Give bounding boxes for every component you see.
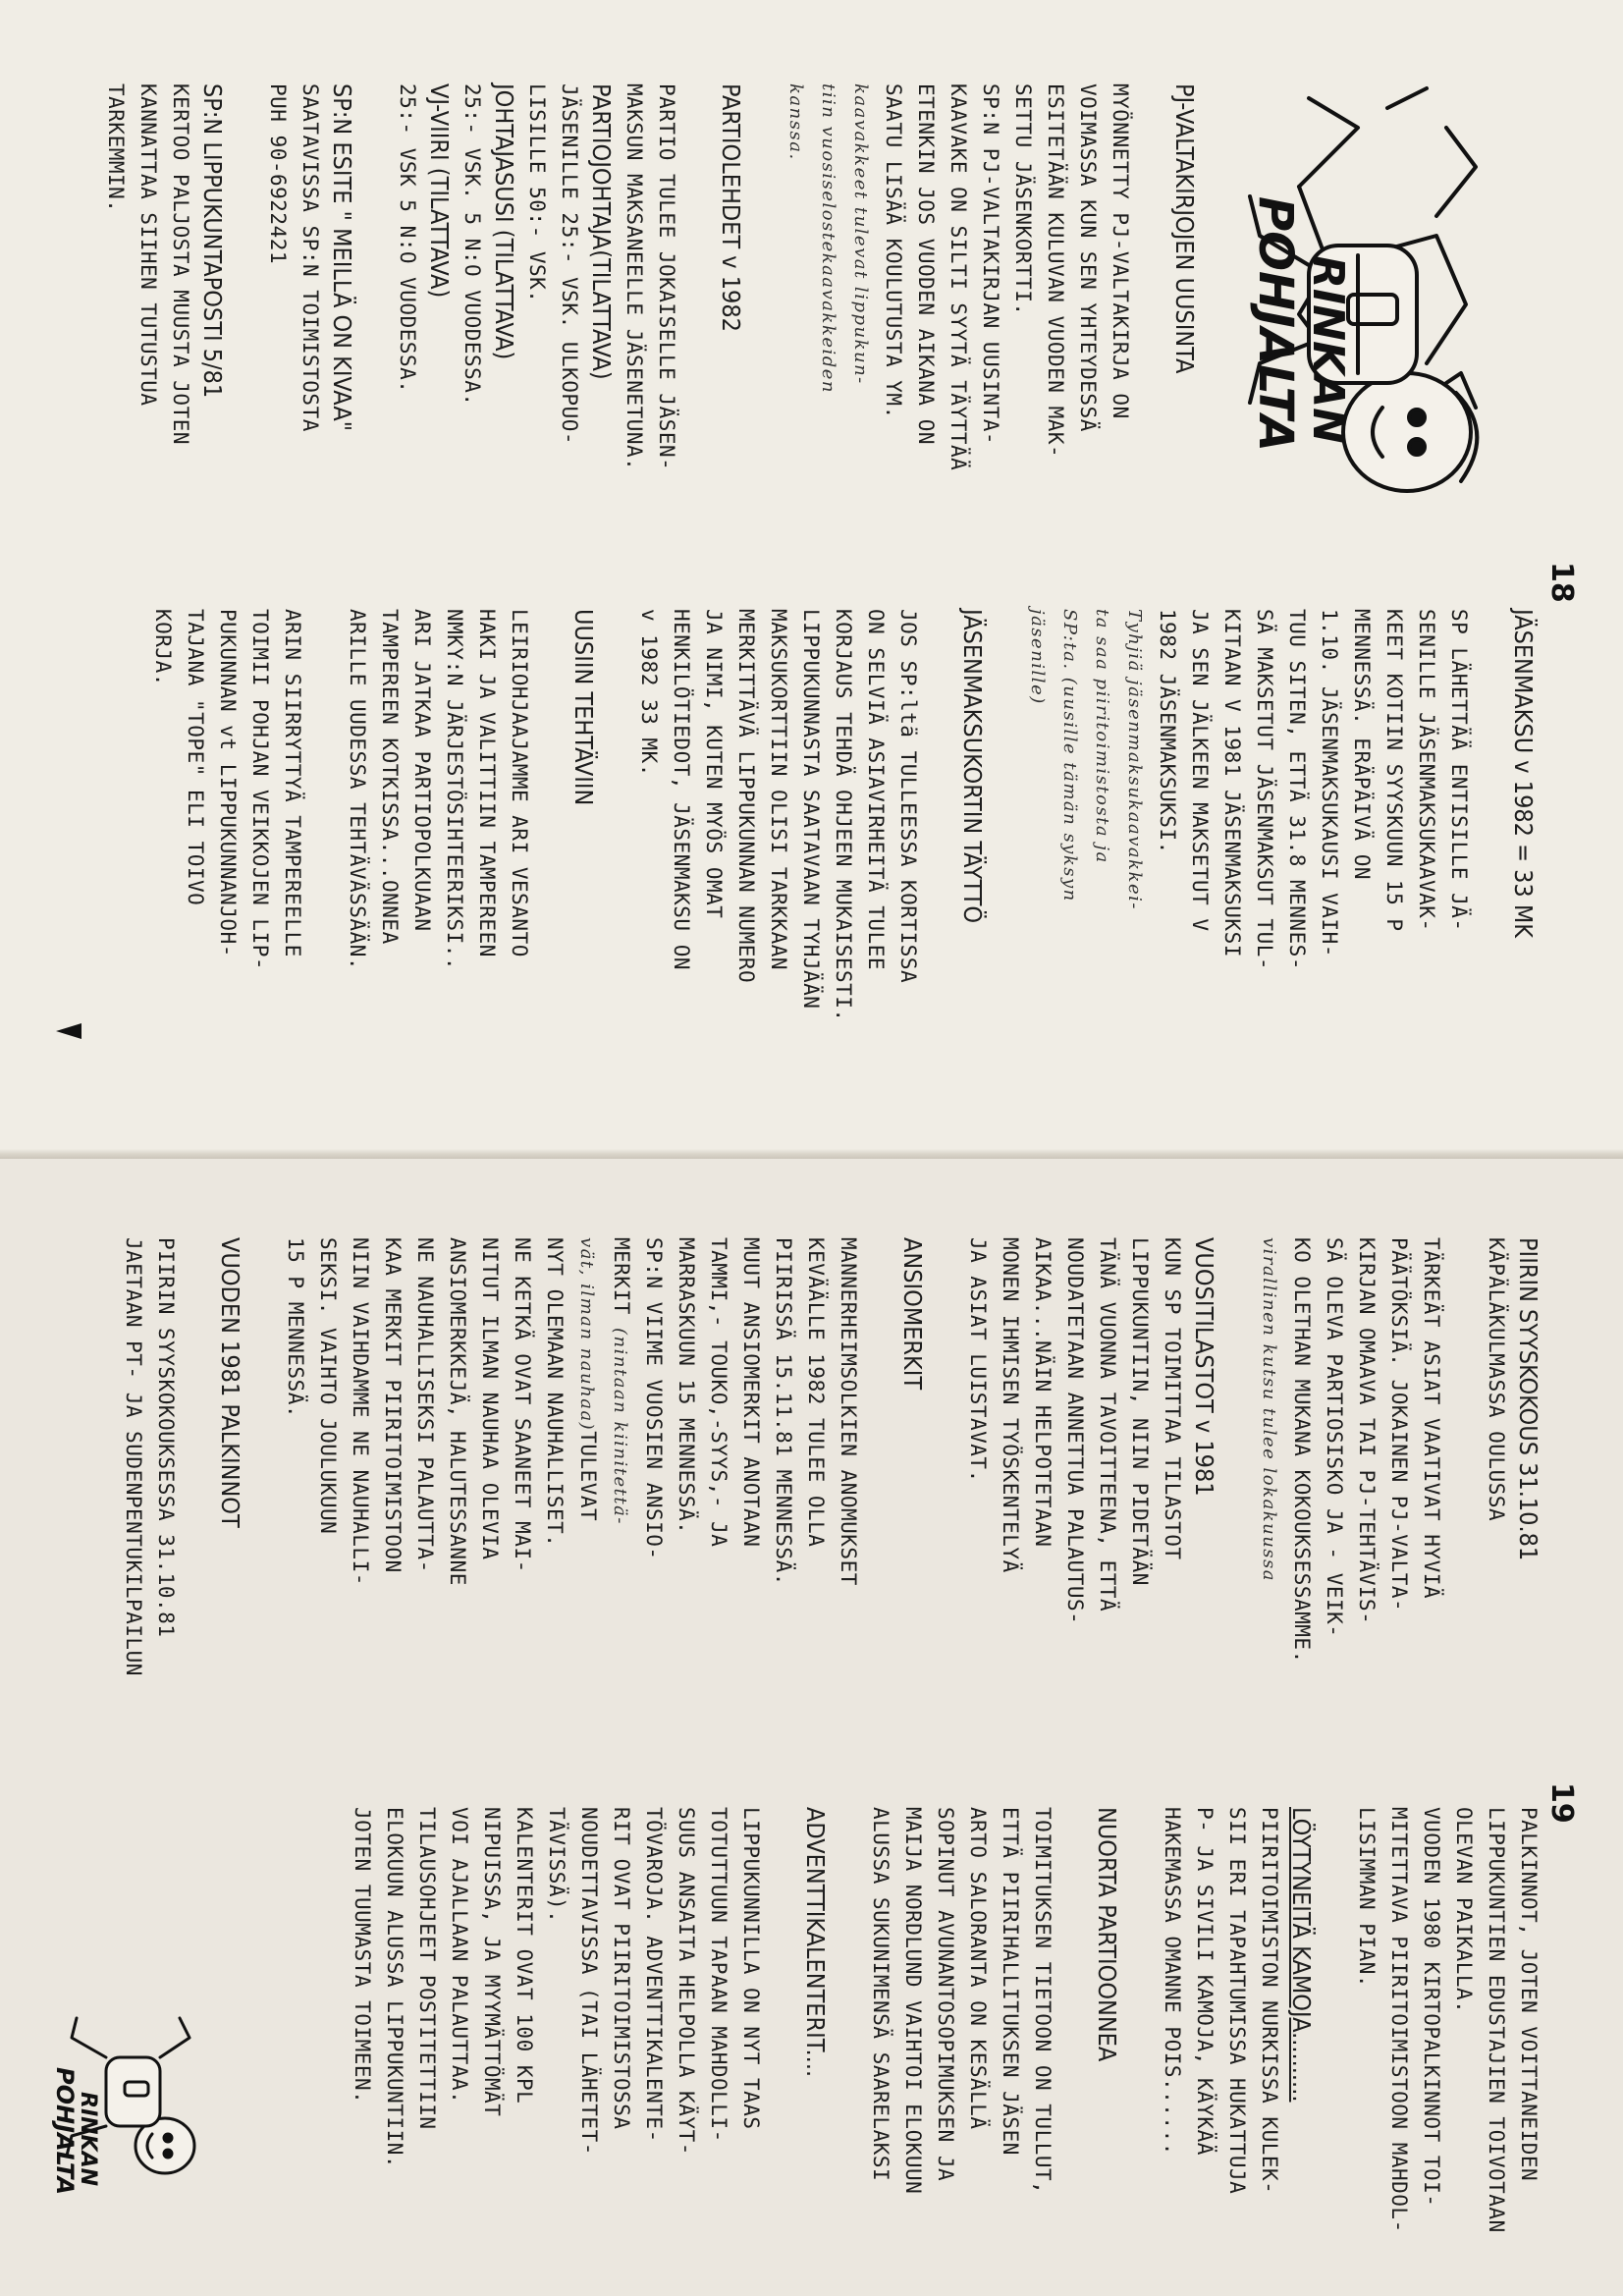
text-line: TARKEMMIN. [104, 83, 128, 213]
heading-jasenmaksukortin-taytto: JÄSENMAKSUKORTIN TÄYTTÖ [958, 609, 987, 924]
text-line: KEET KOTIIN SYYSKUUN 15 P [1382, 609, 1406, 932]
text-line: SII ERI TAPAHTUMISSA HUKATTUJA [1225, 1807, 1249, 2195]
text-line: JOS SP:ltä TULLEESSA KORTISSA [896, 609, 920, 984]
text-line: KIRJAN OMAAVA TAI PJ-TEHTÄVIS- [1355, 1237, 1379, 1625]
text-line: 1982 JÄSENMAKSUKSI. [1156, 609, 1179, 854]
text-line [570, 1237, 604, 1787]
text-line: LIPPUKUNTIIN, NIIN PIDETÄÄN [1128, 1237, 1152, 1586]
text-line: MONEN IHMISEN TYÖSKENTELYÄ [999, 1237, 1022, 1573]
text-line: LISIMMAN PIAN. [1355, 1807, 1379, 1989]
text-line: MUUT ANSIOMERKIT ANOTAAN [739, 1237, 763, 1548]
right-page-column-2 [346, 1807, 1544, 2278]
italic-note: jäsenille) [1027, 609, 1048, 705]
text-line: KANNATTAA SIIHEN TUTUSTUA [136, 83, 160, 407]
heading-nuorta-partioonnea: NUORTA PARTIOONNEA [1093, 1807, 1121, 2062]
text-line: LEIRIOHJAAJAMME ARI VESANTO [508, 609, 531, 957]
text-line: JOTEN TUUMASTA TOIMEEN. [351, 1807, 374, 2105]
text-line: KUN SP TOIMITTAA TILASTOT [1161, 1237, 1184, 1560]
logo-word-rinkan: RINKAN [1303, 255, 1353, 445]
text-line: NOUDETTAVISSA (TAI LÄHETET- [577, 1807, 601, 2156]
text-line: TOTUTTUUN TAPAAN MAHDOLLI- [707, 1807, 730, 2143]
text-line: P- JA SIVILI KAMOJA, KÄYKÄÄ [1193, 1807, 1217, 2156]
heading-vuoden-palkinnot: VUODEN 1981 PALKINNOT [216, 1237, 244, 1528]
text-line: TÄVISSÄ). [545, 1807, 568, 1924]
continue-arrow-icon [52, 1021, 81, 1041]
left-page-column-1 [99, 83, 1201, 594]
text-line: KAAVAKE ON SILTI SYYTÄ TÄYTTÄÄ [947, 83, 970, 471]
text-fragment: TULEVAT [576, 1431, 600, 1522]
text-line: HAKI JA VALITTIIN TAMPEREEN [475, 609, 499, 957]
italic-note: vät, ilman nauhaa) [576, 1237, 597, 1432]
text-line: KORJAUS TEHDÄ OHJEEN MUKAISESTI. [832, 609, 855, 1022]
text-line: SENILLE JÄSENMAKSUKAAVAK- [1415, 609, 1438, 932]
page-number-19: 19 [1544, 1782, 1579, 1824]
text-line: TÖVAROJA. ADVENTTIKALENTE- [642, 1807, 666, 2143]
text-line: TILAUSOHJEET POSTITETTIIN [415, 1807, 439, 2130]
heading-uusiin-tehtaviin: UUSIIN TEHTÄVIIN [569, 609, 598, 806]
text-line [604, 1237, 637, 1787]
text-line: v 1982 33 MK. [637, 609, 661, 777]
text-line: NE NAUHALLISEKSI PALAUTTA- [413, 1237, 437, 1573]
text-line: MITETTAVA PIIRITOIMISTOON MAHDOL- [1387, 1807, 1411, 2233]
text-line: TAMPEREEN KOTKISSA...ONNEA [378, 609, 402, 945]
text-line: SUUS ANSAITA HELPOLLA KÄYT- [675, 1807, 698, 2156]
text-line: OLEVAN PAIKALLA. [1452, 1807, 1476, 2014]
text-line: SP LÄHETTÄÄ ENTISILLE JÄ- [1447, 609, 1471, 932]
text-line: LIPPUKUNTIEN EDUSTAJIEN TOIVOTAAN [1485, 1807, 1508, 2233]
text-line: ELOKUUN ALUSSA LIPPUKUNTIIN. [383, 1807, 406, 2169]
text-line: SOPINUT AVUNANTOSOPIMUKSEN JA [934, 1807, 957, 2182]
text-line: KEVÄÄLLE 1982 TULEE OLLA [804, 1237, 828, 1548]
small-logo-word-rinkan: RINKAN [76, 2092, 100, 2187]
text-line: JA SEN JÄLKEEN MAKSETUT V [1188, 609, 1212, 932]
small-rinkan-pohjalta-logo [52, 1998, 219, 2205]
heading-partiolehdet: PARTIOLEHDET v 1982 [717, 83, 745, 332]
italic-note: (nintaan kiinitettä- [610, 1328, 630, 1525]
text-line: ESITETÄÄN KULUVAN VUODEN MAK- [1044, 83, 1067, 459]
text-line: JÄSENILLE 25:- VSK. ULKOPUO- [558, 83, 581, 446]
text-line: 25:- VSK. 5 N:O VUODESSA. [460, 83, 484, 407]
text-line: LIPPUKUNNILLA ON NYT TAAS [739, 1807, 763, 2130]
text-line: NOUDATETAAN ANNETTUA PALAUTUS- [1063, 1237, 1087, 1625]
text-line: MYÖNNETTY PJ-VALTAKIRJA ON [1109, 83, 1132, 419]
text-line: PARTIO TULEE JOKAISELLE JÄSEN- [655, 83, 678, 471]
text-line: KERTOO PALJOSTA MUUSTA JOTEN [169, 83, 192, 446]
text-line: PIIRISSÄ 15.11.81 MENNESSÄ. [772, 1237, 795, 1586]
text-line: NE KETKÄ OVAT SAANEET MAI- [511, 1237, 534, 1573]
text-line: TOIMITUKSEN TIETOON ON TULLUT, [1031, 1807, 1055, 2195]
text-line: LISILLE 50:- VSK. [525, 83, 549, 303]
text-line: 15 P MENNESSÄ. [284, 1237, 307, 1419]
text-line: MANNERHEIMSOLKIEN ANOMUKSET [837, 1237, 860, 1586]
text-line: VOI AJALLAAN PALAUTTAA. [448, 1807, 471, 2105]
text-line: NIPUISSA, JA MYYMÄTTÖMÄT [480, 1807, 504, 2117]
text-line: KITAAN V 1981 JÄSENMAKSUKSI [1220, 609, 1244, 957]
text-line: KALENTERIT OVAT 100 KPL [513, 1807, 536, 2105]
text-line: AIKAA...NÄIN HELPOTETAAN [1031, 1237, 1055, 1548]
heading-loytyneita-kamoja: LÖYTYNEITÄ KAMOJA.......... [1287, 1807, 1316, 2103]
italic-note: kaavakkeet tulevat lippukun- [850, 83, 871, 385]
text-line: VUODEN 1980 KIRTOPALKINNOT TOI- [1420, 1807, 1443, 2208]
text-line: HENKILÖTIEDOT, JÄSENMAKSU ON [670, 609, 693, 971]
page-19 [0, 1159, 1623, 2296]
text-line: VOIMASSA KUN SEN YHTEYDESSÄ [1076, 83, 1100, 432]
text-line: ARI JATKAA PARTIOPOLKUAAN [410, 609, 434, 932]
logo-word-pohjalta: POHJALTA [1250, 196, 1303, 452]
text-line: MENNESSÄ. ERÄPÄIVÄ ON [1350, 609, 1374, 881]
text-line: ON SELVIÄ ASIAVIRHEITÄ TULEE [864, 609, 888, 971]
text-line: 1.10. JÄSENMAKSUKAUSI VAIH- [1318, 609, 1341, 957]
text-line: SÄ OLEVA PARTIOSISKO JA - VEIK- [1323, 1237, 1346, 1638]
heading-pj-valtakirjat: PJ-VALTAKIRJOJEN UUSINTA [1170, 83, 1199, 374]
text-line: MAKSUKORTTIIN OLISI TARKKAAN [767, 609, 790, 971]
page-number-18: 18 [1544, 562, 1579, 603]
heading-jasenmaksu: JÄSENMAKSU v 1982 = 33 MK [1509, 609, 1538, 939]
heading-piirin-syyskokous: PIIRIN SYYSKOKOUS 31.10.81 [1514, 1237, 1542, 1561]
text-line: MAKSUN MAKSANEELLE JÄSENETUNA. [622, 83, 646, 471]
text-line: JA NIMI, KUTEN MYÖS OMAT [702, 609, 726, 919]
text-line: SAATAVISSA SP:N TOIMISTOSTA [298, 83, 322, 432]
text-line: TOIMII POHJAN VEIKKOJEN LIP- [248, 609, 272, 971]
text-line: NMKY:N JÄRJESTÖSIHTEERIKSI.. [443, 609, 466, 971]
text-line: PUH 90-6922421 [266, 83, 290, 265]
text-line: TÄRKEÄT ASIAT VAATIVAT HYVIÄ [1420, 1237, 1443, 1600]
text-line: KAA MERKIT PIIRITOIMISTOON [381, 1237, 405, 1573]
small-logo-word-pohjalta: POHJALTA [52, 2067, 79, 2195]
text-line: KO OLETHAN MUKANA KOKOUKSESSAMME. [1290, 1237, 1314, 1664]
text-line: PALKINNOT, JOTEN VOITTANEIDEN [1517, 1807, 1541, 2182]
heading-ansiomerkit: ANSIOMERKIT [898, 1237, 927, 1391]
heading-vuositilastot: VUOSITILASTOT v 1981 [1190, 1237, 1218, 1497]
italic-note: tiin vuosiselostekaavakkeiden [818, 83, 839, 395]
text-line: NIIN VAIHDAMME NE NAUHALLI- [349, 1237, 372, 1586]
text-line: ARIN SIIRRYTTYÄ TAMPEREELLE [281, 609, 304, 957]
small-cartoon-illustration [52, 1998, 219, 2205]
text-line: TUU SITEN, ETTÄ 31.8 MENNES- [1285, 609, 1309, 971]
text-line: RIT OVAT PIIRITOIMISTOSSA [610, 1807, 633, 2130]
text-line: PÄÄTÖKSIÄ. JOKAINEN PJ-VALTA- [1387, 1237, 1411, 1613]
text-line: MAIJA NORDLUND VAIHTOI ELOKUUN [901, 1807, 925, 2195]
text-line: JA ASIAT LUISTAVAT. [966, 1237, 990, 1483]
text-line: JAETAAN PT- JA SUDENPENTUKILPAILUN [122, 1237, 145, 1676]
text-line: SAATU LISÄÄ KOULUTUSTA YM. [882, 83, 905, 419]
text-line: MARRASKUUN 15 MENNESSÄ. [675, 1237, 698, 1535]
text-line: ETENKIN JOS VUODEN AIKANA ON [914, 83, 938, 446]
text-line: KÄPÄLÄKULMASSA OULUSSA [1485, 1237, 1508, 1522]
text-line: KORJA. [151, 609, 175, 686]
heading-sp-esite: SP:N ESITE " MEILLÄ ON KIVAA" [328, 83, 356, 432]
text-line: PIIRITOIMISTON NURKISSA KULEK- [1258, 1807, 1281, 2195]
text-line: PUKUNNAN vt LIPPUKUNNANJOH- [216, 609, 240, 957]
text-line: TAJANA "TOPE" ELI TOIVO [184, 609, 207, 906]
text-line: TÄNÄ VUONNA TAVOITTEENA, ETTÄ [1096, 1237, 1119, 1613]
text-line: LIPPUKUNNASTA SAATAVAAN TYHJÄÄN [799, 609, 823, 1010]
text-fragment: MERKIT [610, 1237, 633, 1315]
text-line: NITUT ILMAN NAUHAA OLEVIA [478, 1237, 502, 1560]
text-line: NYT OLEMAAN NAUHALLISET. [543, 1237, 567, 1548]
text-line: VJ-VIIRI (TILATTAVA) [425, 83, 454, 299]
text-line: SP:N VIIME VUOSIEN ANSIO- [642, 1237, 666, 1560]
rinkan-pohjalta-wordmark [1250, 137, 1358, 550]
text-line: ALUSSA SUKUNIMENSÄ SAARELAKSI [869, 1807, 893, 2182]
text-line: JOHTAJASUSI (TILATTAVA) [490, 83, 518, 360]
italic-note: SP:ta. (uusille tämän syksyn [1059, 609, 1080, 902]
text-line: HAKEMASSA OMANNE POIS...... [1161, 1807, 1184, 2156]
text-line: SÄ MAKSETUT JÄSENMAKSUT TUL- [1253, 609, 1276, 971]
text-line: SEKSI. VAIHTO JOULUKUUN [316, 1237, 340, 1535]
text-line: TAMMI,- TOUKO,-SYYS,- JA [707, 1237, 730, 1548]
italic-note: ta saa piiritoimistosta ja [1092, 609, 1112, 864]
text-line: ETTÄ PIIRIHALLITUKSEN JÄSEN [999, 1807, 1022, 2156]
heading-lippukuntaposti: SP:N LIPPUKUNTAPOSTI 5/81 [198, 83, 227, 399]
left-page-column-2 [146, 609, 1540, 1129]
wordmark-svg [1250, 137, 1358, 550]
italic-note: kanssa. [785, 83, 806, 161]
right-page-column-1 [117, 1237, 1544, 1787]
text-line: ANSIOMERKKEJÄ, HALUTESSANNE [446, 1237, 469, 1586]
text-line: ARTO SALORANTA ON KESÄLLÄ [966, 1807, 990, 2130]
text-line: 25:- VSK 5 N:O VUODESSA. [396, 83, 419, 394]
text-line: SETTU JÄSENKORTTI. [1011, 83, 1035, 316]
text-line: SP:N PJ-VALTAKIRJAN UUSINTA- [979, 83, 1002, 446]
text-line: PARTIOJOHTAJA(TILATTAVA) [587, 83, 616, 380]
heading-adventtikalenterit: ADVENTTIKALENTERIT.... [801, 1807, 830, 2078]
text-line: ARILLE UUDESSA TEHTÄVÄSSÄÄN. [346, 609, 369, 971]
italic-note: Tyhjiä jäsenmaksukaavakkei- [1124, 609, 1145, 910]
italic-note: virallinen kutsu tulee lokakuussa [1259, 1237, 1279, 1583]
text-line: PIIRIN SYYSKOKOUKSESSA 31.10.81 [154, 1237, 178, 1638]
text-line: MERKITTÄVÄ LIPPUKUNNAN NUMERO [734, 609, 758, 984]
